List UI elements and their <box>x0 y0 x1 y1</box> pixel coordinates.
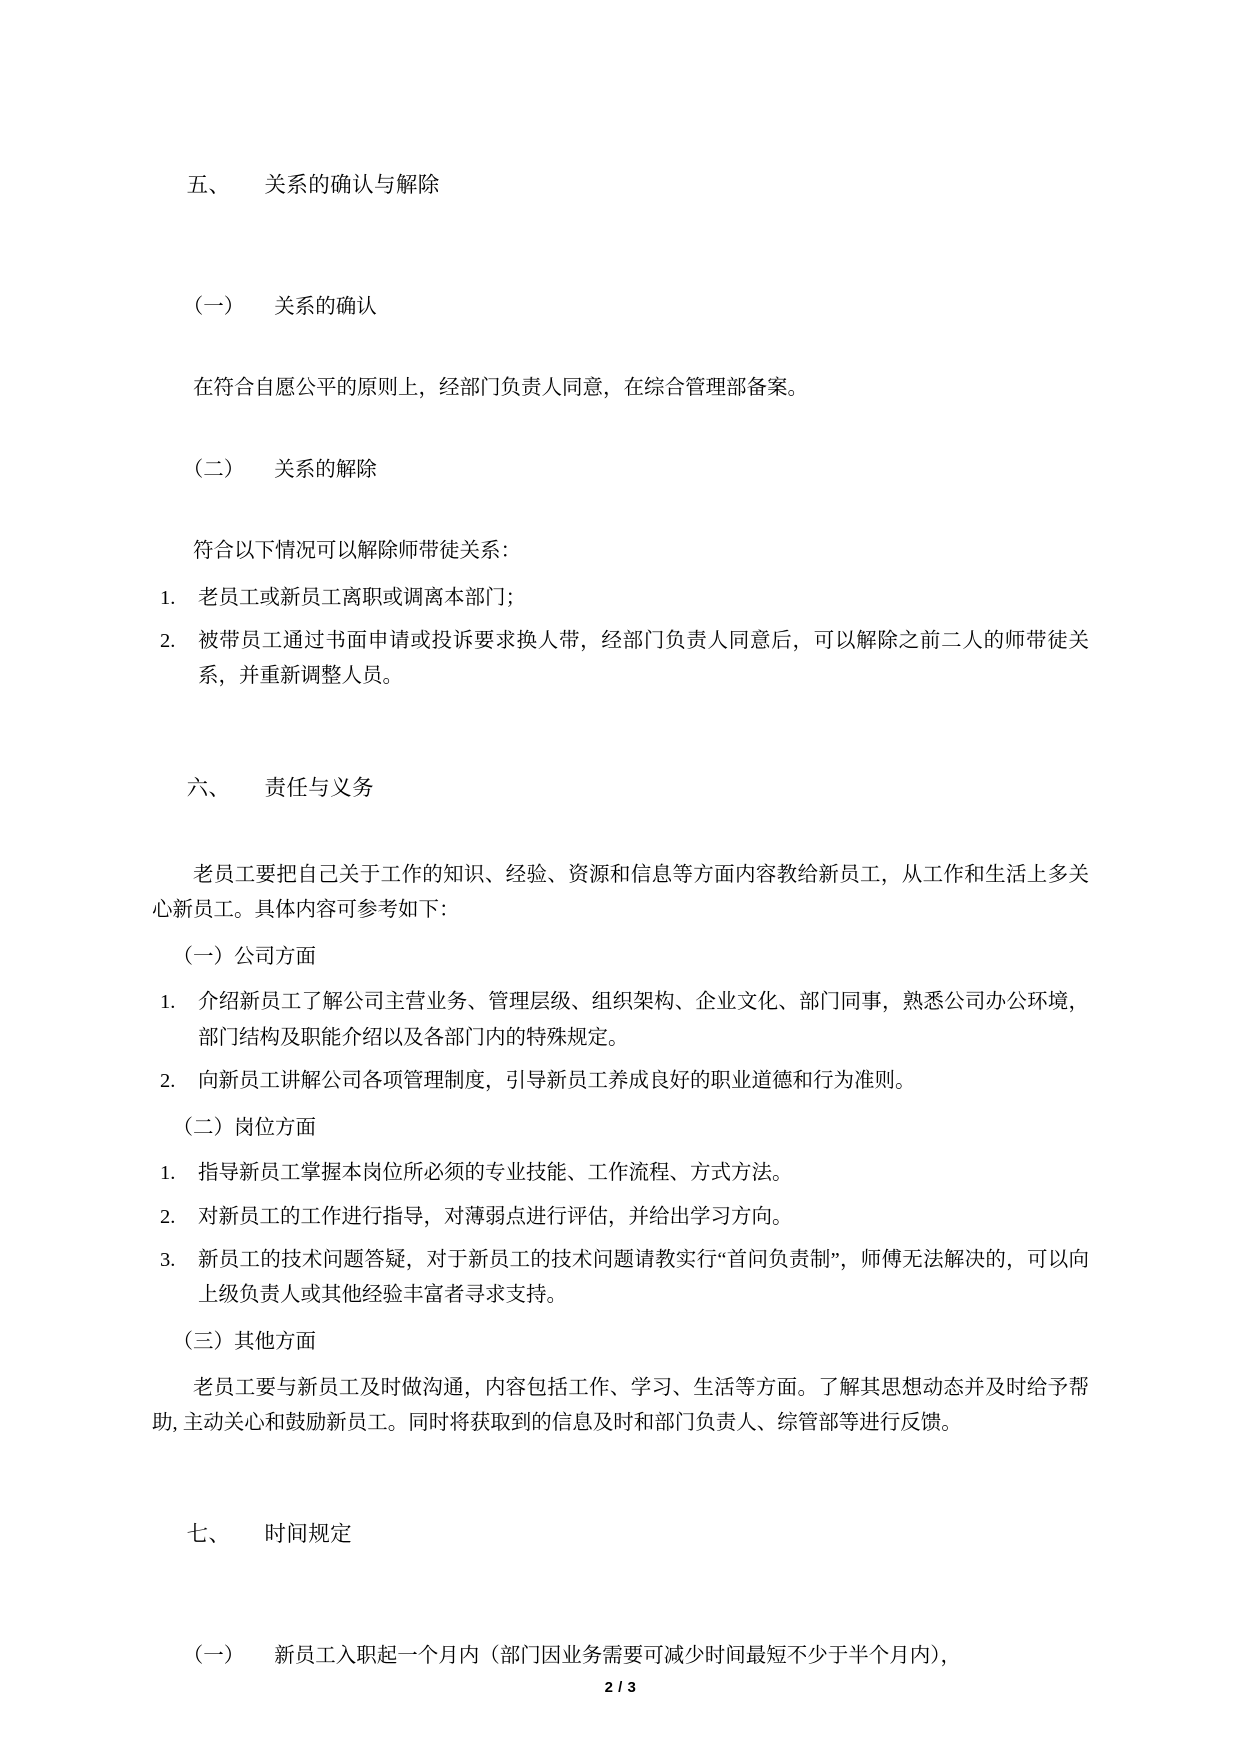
section-title-5: 关系的确认与解除 <box>264 172 440 197</box>
section-heading-7 <box>152 1479 1089 1590</box>
list-item-text: 老员工或新员工离职或调离本部门； <box>198 586 526 609</box>
list-marker: 1. <box>160 1162 176 1185</box>
document-body <box>152 130 1089 1710</box>
subsection-heading-5-1 <box>152 255 1089 361</box>
list-marker: 2. <box>160 1069 176 1092</box>
list-item <box>152 581 1089 616</box>
list-marker: 2. <box>160 1205 176 1228</box>
section-title-7: 时间规定 <box>264 1522 353 1547</box>
list-item-text: 被带员工通过书面申请或投诉要求换人带，经部门负责人同意后，可以解除之前二人的师带徒关系，并重新调整人员。 <box>198 630 1089 688</box>
list-item-text: 对新员工的工作进行指导，对薄弱点进行评估，并给出学习方向。 <box>198 1205 793 1228</box>
list-item <box>152 1243 1089 1314</box>
paragraph-6-lead: 老员工要把自己关于工作的知识、经验、资源和信息等方面内容教给新员工，从工作和生活上多关心新员工。具体内容可参考如下： <box>152 863 1089 921</box>
list-item <box>152 1064 1089 1099</box>
group-title-6-2: （二）岗位方面 <box>172 1117 316 1140</box>
subsection-number-5-1: （一） <box>182 296 245 319</box>
section-number-6: 六、 <box>186 775 231 800</box>
subsection-title-5-1: 关系的确认 <box>274 296 377 319</box>
group-title-6-1: （一）公司方面 <box>172 946 316 969</box>
list-item <box>152 624 1089 695</box>
section-number-5: 五、 <box>186 172 231 197</box>
paragraph-6-3-1: 老员工要与新员工及时做沟通，内容包括工作、学习、生活等方面。了解其思想动态并及时给予帮助, 主动关心和鼓励新员工。同时将获取到的信息及时和部门负责人、综管部等进行反馈。 <box>152 1376 1089 1434</box>
section-heading-6 <box>152 733 1089 844</box>
list-item <box>152 1200 1089 1235</box>
list-5-2 <box>152 581 1089 695</box>
subsection-number-5-2: （二） <box>182 459 245 482</box>
section-heading-5 <box>152 130 1089 241</box>
list-marker: 1. <box>160 586 176 609</box>
list-item-text: 向新员工讲解公司各项管理制度，引导新员工养成良好的职业道德和行为准则。 <box>198 1069 916 1092</box>
subsection-heading-5-2 <box>152 418 1089 524</box>
subsection-title-5-2: 关系的解除 <box>274 459 377 482</box>
paragraph-5-2-1: 符合以下情况可以解除师带徒关系： <box>193 539 521 562</box>
list-item <box>152 985 1089 1056</box>
list-marker: 1. <box>160 991 176 1014</box>
list-6-2 <box>152 1156 1089 1313</box>
paragraph-5-1-1: 在符合自愿公平的原则上，经部门负责人同意，在综合管理部备案。 <box>193 376 808 399</box>
list-marker: 2. <box>160 630 176 653</box>
list-item-text: 指导新员工掌握本岗位所必须的专业技能、工作流程、方式方法。 <box>198 1162 793 1185</box>
list-item-text: 新员工的技术问题答疑，对于新员工的技术问题请教实行“首问负责制”，师傅无法解决的，可以向上级负责人或其他经验丰富者寻求支持。 <box>198 1248 1089 1307</box>
list-marker: 3. <box>160 1248 176 1271</box>
list-item <box>152 1156 1089 1191</box>
page-footer: 2 / 3 <box>604 1679 637 1696</box>
subsection-number-7-1: （一） <box>182 1645 245 1668</box>
list-item-text: 介绍新员工了解公司主营业务、管理层级、组织架构、企业文化、部门同事，熟悉公司办公环境，部门结构及职能介绍以及各部门内的特殊规定。 <box>198 991 1089 1049</box>
section-number-7: 七、 <box>186 1522 231 1547</box>
group-title-6-3: （三）其他方面 <box>172 1331 316 1354</box>
subsection-title-7-1: 新员工入职起一个月内（部门因业务需要可减少时间最短不少于半个月内）， <box>274 1645 961 1668</box>
list-6-1 <box>152 985 1089 1099</box>
section-title-6: 责任与义务 <box>264 775 374 800</box>
